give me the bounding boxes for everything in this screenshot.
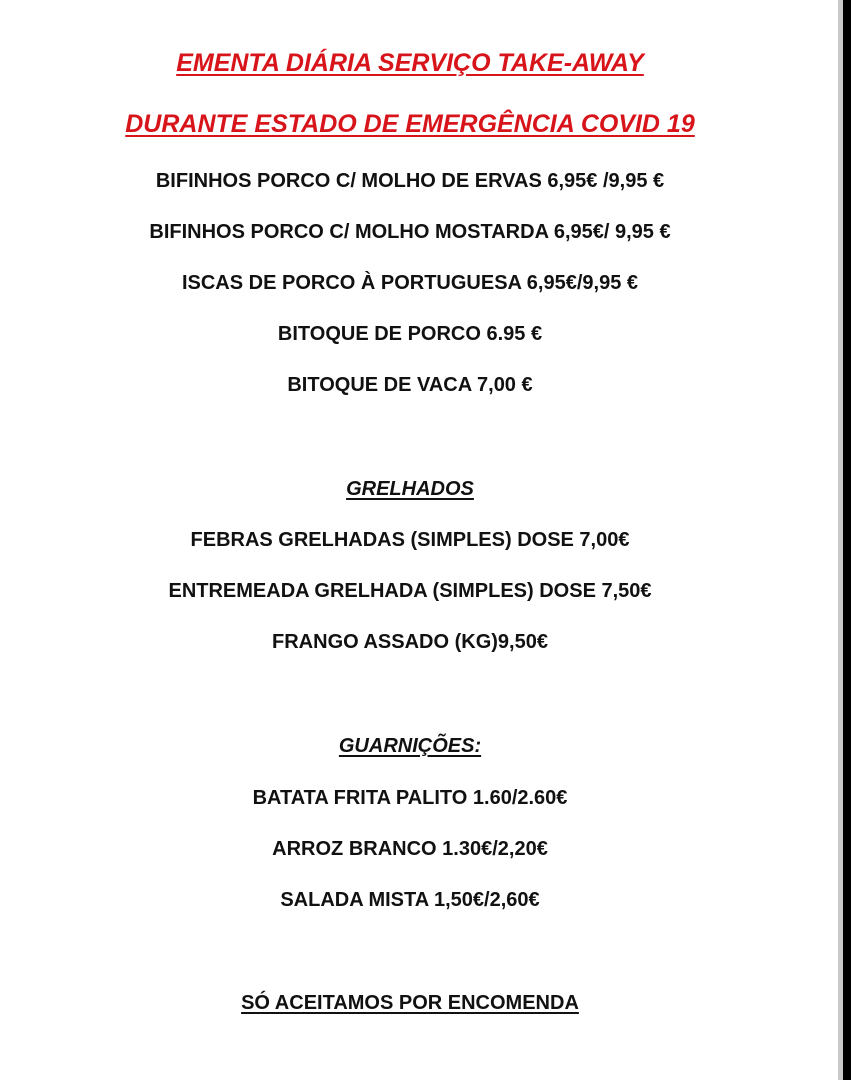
menu-item: BIFINHOS PORCO C/ MOLHO MOSTARDA 6,95€/ 9,95 € [149,221,671,243]
menu-item: FRANGO ASSADO (KG)9,50€ [272,631,548,653]
page-edge [843,0,851,1080]
menu-item: ISCAS DE PORCO À PORTUGUESA 6,95€/9,95 € [181,272,639,294]
menu-item: BIFINHOS PORCO C/ MOLHO DE ERVAS 6,95€ /9,95 € [155,170,665,192]
section-heading-guarnicoes: GUARNIÇÕES: [338,735,482,757]
menu-item: FEBRAS GRELHADAS (SIMPLES) DOSE 7,00€ [190,529,630,551]
menu-item: BATATA FRITA PALITO 1.60/2.60€ [252,787,568,809]
menu-item: SALADA MISTA 1,50€/2,60€ [280,889,540,911]
order-only-note: SÓ ACEITAMOS POR ENCOMENDA [241,992,579,1014]
menu-item: ARROZ BRANCO 1.30€/2,20€ [272,838,548,860]
menu-item: BITOQUE DE VACA 7,00 € [287,374,533,396]
section-heading-grelhados: GRELHADOS [346,478,474,500]
title-line-1: EMENTA DIÁRIA SERVIÇO TAKE-AWAY [176,49,644,77]
title-line-2: DURANTE ESTADO DE EMERGÊNCIA COVID 19 [125,110,695,138]
menu-item: BITOQUE DE PORCO 6.95 € [277,323,543,345]
menu-item: ENTREMEADA GRELHADA (SIMPLES) DOSE 7,50€ [168,580,652,602]
